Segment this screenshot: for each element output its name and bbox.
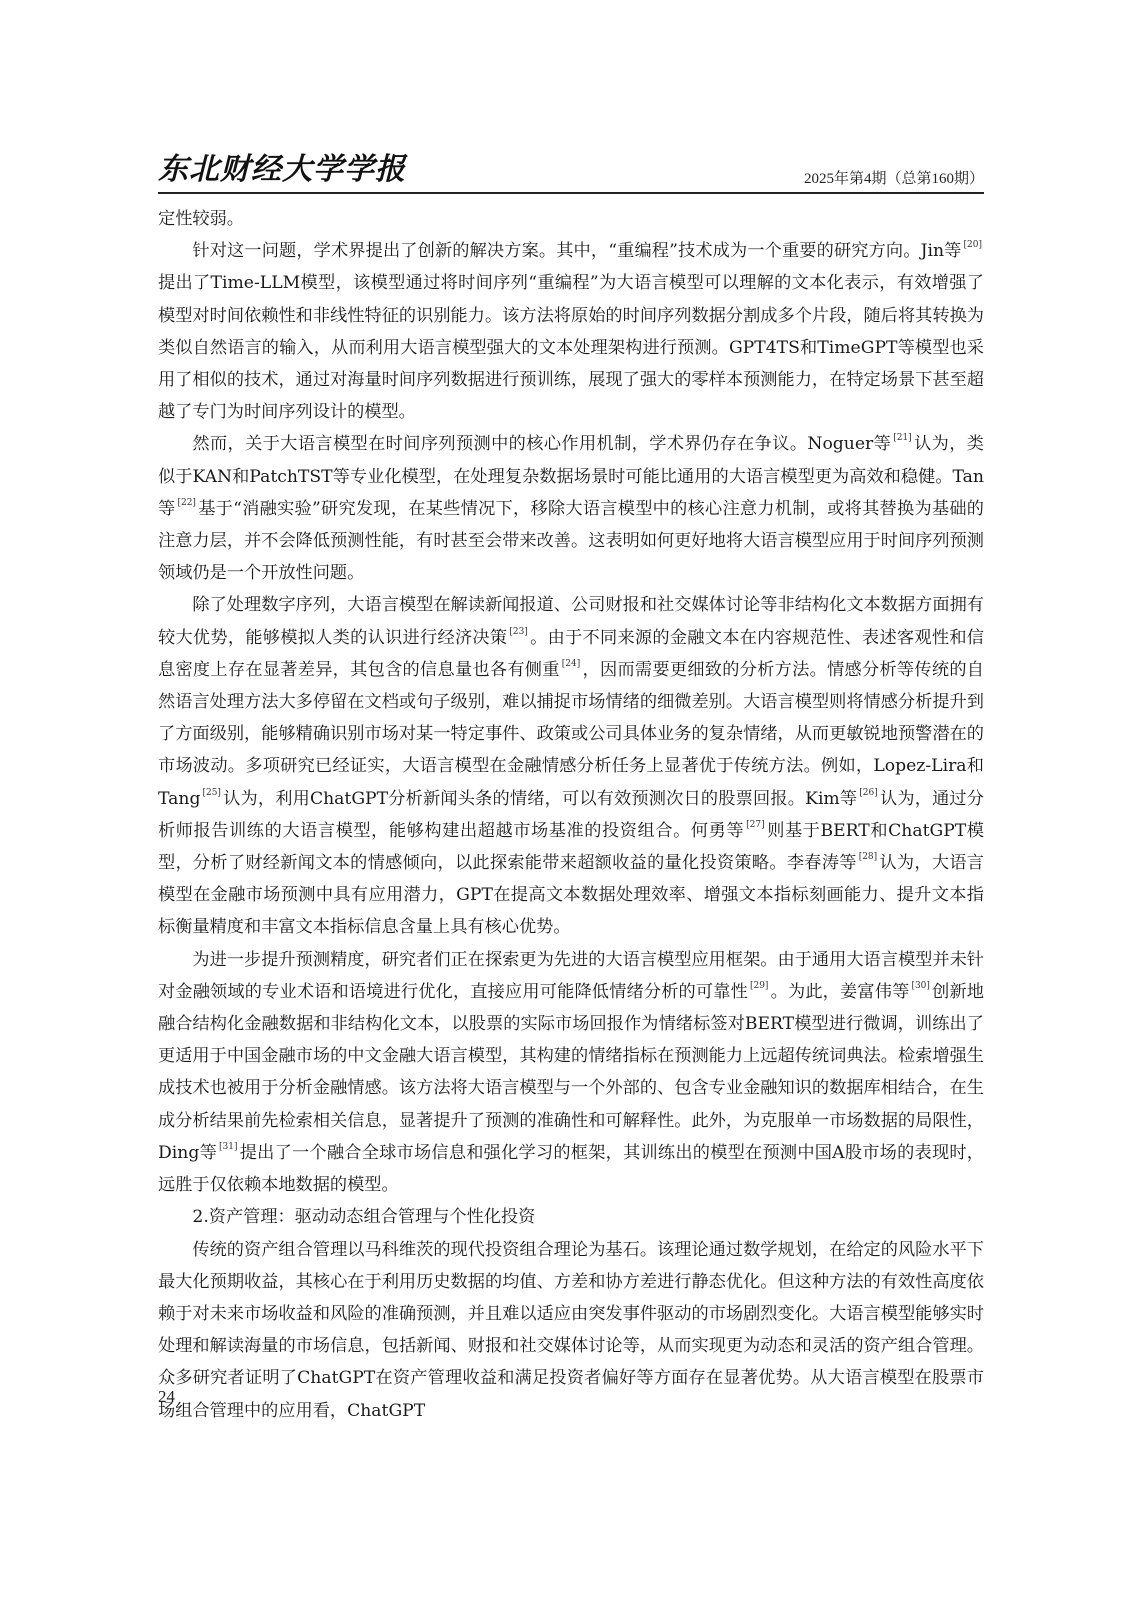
text-run: 除了处理数字序列，大语言模型在解读新闻报道、公司财报和社交媒体讨论等非结构化文本数据方面拥有较大优势，能够模拟人类的认识进行经济决策 (158, 595, 984, 648)
text-run: 针对这一问题，学术界提出了创新的解决方案。其中，“重编程”技术成为一个重要的研究方向。Jin等 (192, 241, 962, 262)
text-run: 认为，利用ChatGPT分析新闻头条的情绪，可以有效预测次日的股票回报。Kim等 (222, 788, 858, 809)
citation-ref[interactable]: [20] (963, 240, 982, 251)
paragraph (158, 203, 984, 235)
journal-name: 东北财经大学学报 (158, 152, 406, 187)
text-run: 定性较弱。 (158, 209, 244, 229)
text-run: 基于“消融实验”研究发现，在某些情况下，移除大语言模型中的核心注意力机制，或将其替换为基础的注意力层，并不会降低预测性能，有时甚至会带来改善。这表明如何更好地将大语言模型应用于时间序列预测领域仍是一个开放性问题。 (158, 498, 984, 584)
header-rule (158, 192, 984, 194)
text-run: 认为，类似于KAN和PatchTST等专业化模型，在处理复杂数据场景时可能比通用的大语言模型更为高效和稳健。Tan等 (158, 434, 984, 519)
citation-ref[interactable]: [22] (177, 497, 196, 508)
text-run: 。由于不同来源的金融文本在内容规范性、表述客观性和信息密度上存在显著差异，其包含的信息量也各有侧重 (158, 627, 984, 680)
paragraph (158, 428, 984, 589)
paragraph (158, 589, 984, 943)
text-run: 。为此，姜富伟等 (770, 981, 910, 1002)
citation-ref[interactable]: [25] (202, 787, 221, 798)
section-heading (158, 1201, 984, 1233)
text-run: ，因而需要更细致的分析方法。情感分析等传统的自然语言处理方法大多停留在文档或句子级别，难以捕捉市场情绪的细微差别。大语言模型则将情感分析提升到了方面级别，能够精确识别市场对某一特定事件、政策或公司具体业务的复杂情绪，从而更敏锐地预警潜在的市场波动。多项研究已经证实，大语言模型在金融情感分析任务上显著优于传统方法。例如，Lopez-Lira和Tang (158, 659, 984, 809)
issue-info: 2025年第4期（总第160期） (803, 171, 984, 187)
citation-ref[interactable]: [23] (509, 626, 528, 637)
citation-ref[interactable]: [31] (219, 1141, 238, 1152)
citation-ref[interactable]: [21] (893, 433, 912, 444)
text-run: 为进一步提升预测精度，研究者们正在探索更为先进的大语言模型应用框架。由于通用大语言模型并未针对金融领域的专业术语和语境进行优化，直接应用可能降低情绪分析的可靠性 (158, 949, 984, 1002)
text-run: 认为，大语言模型在金融市场预测中具有应用潜力，GPT在提高文本数据处理效率、增强文本指标刻画能力、提升文本指标衡量精度和丰富文本指标信息含量上具有核心优势。 (158, 853, 984, 938)
text-run: 提出了一个融合全球市场信息和强化学习的框架，其训练出的模型在预测中国A股市场的表现时，远胜于仅依赖本地数据的模型。 (158, 1142, 984, 1196)
text-run: 传统的资产组合管理以马科维茨的现代投资组合理论为基石。该理论通过数学规划，在给定的风险水平下最大化预期收益，其核心在于利用历史数据的均值、方差和协方差进行静态优化。但这种方法的有效性高度依赖于对未来市场收益和风险的准确预测，并且难以适应由突发事件驱动的市场剧烈变化。大语言模型能够实时处理和解读海量的市场信息，包括新闻、财报和社交媒体讨论等，从而实现更为动态和灵活的资产组合管理。众多研究者证明了ChatGPT在资产管理收益和满足投资者偏好等方面存在显著优势。从大语言模型在股票市场组合管理中的应用看，ChatGPT (158, 1239, 984, 1421)
citation-ref[interactable]: [26] (859, 787, 878, 798)
paragraph (158, 235, 984, 428)
citation-ref[interactable]: [29] (749, 980, 769, 991)
text-run: 然而，关于大语言模型在时间序列预测中的核心作用机制，学术界仍存在争议。Noguer等 (192, 434, 892, 455)
paragraph (158, 944, 984, 1202)
paragraph (158, 1234, 984, 1427)
citation-ref[interactable]: [24] (561, 658, 581, 669)
page-number: 24 (158, 1387, 175, 1406)
citation-ref[interactable]: [27] (746, 819, 765, 830)
text-run: 则基于BERT和ChatGPT模型，分析了财经新闻文本的情感倾向，以此探索能带来超额收益的量化投资策略。李春涛等 (158, 820, 984, 874)
article-body (158, 203, 984, 1427)
text-run: 创新地融合结构化金融数据和非结构化文本，以股票的实际市场回报作为情绪标签对BERT模型进行微调，训练出了更适用于中国金融市场的中文金融大语言模型，其构建的情绪指标在预测能力上远超传统词典法。检索增强生成技术也被用于分析金融情感。该方法将大语言模型与一个外部的、包含专业金融知识的数据库相结合，在生成分析结果前先检索相关信息，显著提升了预测的准确性和可解释性。此外，为克服单一市场数据的局限性，Ding等 (158, 981, 984, 1163)
running-header (158, 150, 984, 190)
citation-ref[interactable]: [28] (858, 852, 878, 863)
text-run: 提出了Time-LLM模型，该模型通过将时间序列“重编程”为大语言模型可以理解的文本化表示，有效增强了模型对时间依赖性和非线性特征的识别能力。该方法将原始的时间序列数据分割成多个片段，随后将其转换为类似自然语言的输入，从而利用大语言模型强大的文本处理架构进行预测。GPT4TS和TimeGPT等模型也采用了相似的技术，通过对海量时间序列数据进行预训练，展现了强大的零样本预测能力，在特定场景下甚至超越了专门为时间序列设计的模型。 (158, 273, 984, 423)
text-run: 认为，通过分析师报告训练的大语言模型，能够构建出超越市场基准的投资组合。何勇等 (158, 788, 984, 841)
text-run: 2.资产管理：驱动动态组合管理与个性化投资 (192, 1207, 536, 1228)
citation-ref[interactable]: [30] (911, 980, 930, 991)
